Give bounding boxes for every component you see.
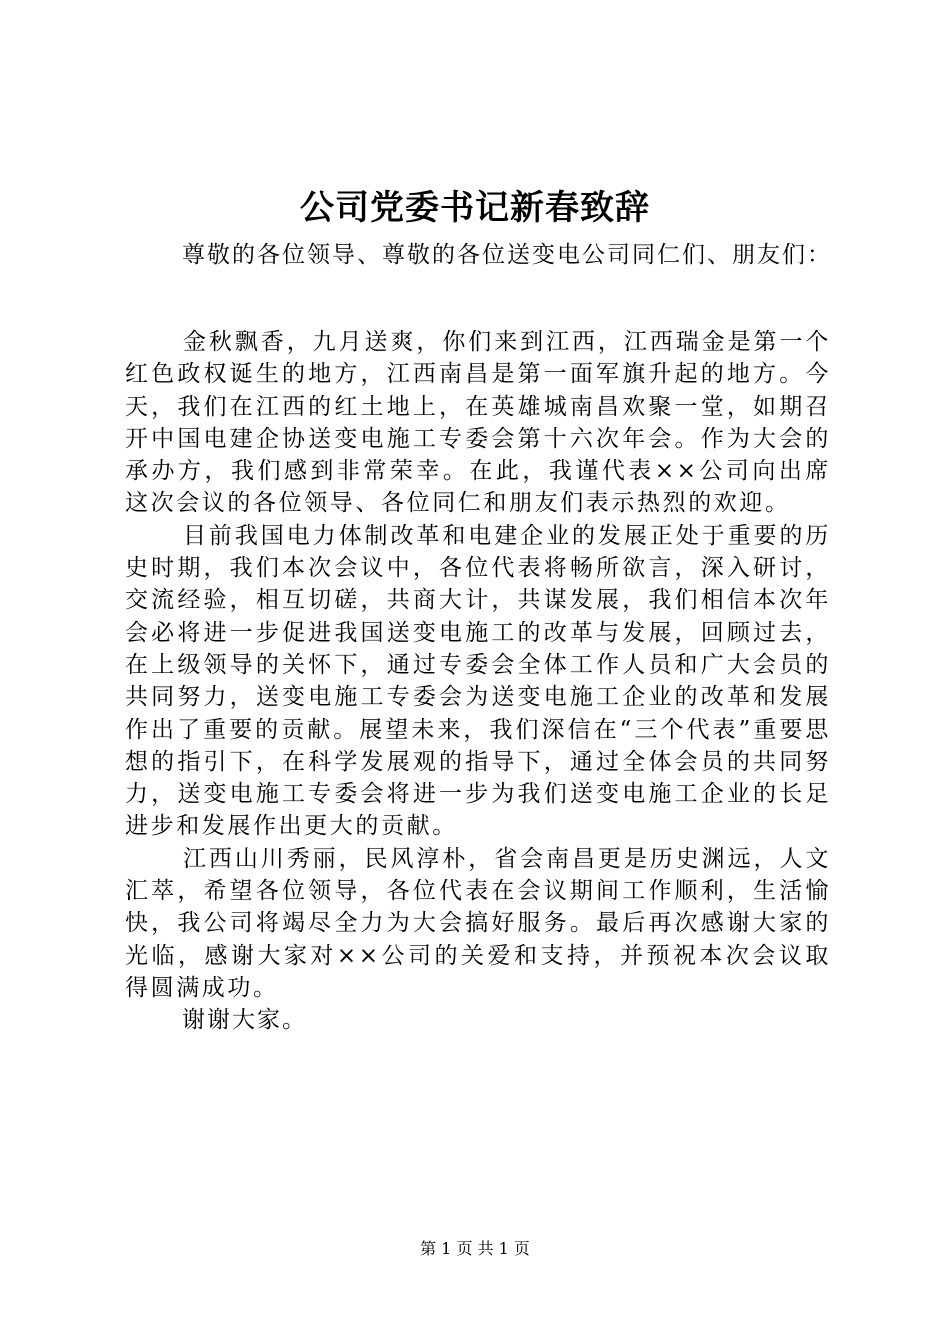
paragraph-welcome: 金秋飘香，九月送爽，你们来到江西，江西瑞金是第一个红色政权诞生的地方，江西南昌是第一面军旗升起的地方。今天，我们在江西的红土地上，在英雄城南昌欢聚一堂，如期召开中国电建企协送变电施工专委会第十六次年会。作为大会的承办方，我们感到非常荣幸。在此，我谨代表××公司向出席这次会议的各位领导、各位同仁和朋友们表示热烈的欢迎。 xyxy=(125,329,831,517)
paragraph-wishes: 江西山川秀丽，民风淳朴，省会南昌更是历史渊远，人文汇萃，希望各位领导，各位代表在会议期间工作顺利，生活愉快，我公司将竭尽全力为大会搞好服务。最后再次感谢大家的光临，感谢大家对××公司的关爱和支持，并预祝本次会议取得圆满成功。 xyxy=(125,845,831,1001)
salutation: 尊敬的各位领导、尊敬的各位送变电公司同仁们、朋友们： xyxy=(182,242,832,268)
closing-thanks: 谢谢大家。 xyxy=(182,1007,307,1034)
page-footer: 第 1 页 共 1 页 xyxy=(420,1239,530,1258)
document-title: 公司党委书记新春致辞 xyxy=(300,188,650,228)
paragraph-development: 目前我国电力体制改革和电建企业的发展正处于重要的历史时期，我们本次会议中，各位代表将畅所欲言，深入研讨，交流经验，相互切磋，共商大计，共谋发展，我们相信本次年会必将进一步促进我国送变电施工的改革与发展，回顾过去，在上级领导的关怀下，通过专委会全体工作人员和广大会员的共同努力，送变电施工专委会为送变电施工企业的改革和发展作出了重要的贡献。展望未来，我们深信在“三个代表”重要思想的指引下，在科学发展观的指导下，通过全体会员的共同努力，送变电施工专委会将进一步为我们送变电施工企业的长足进步和发展作出更大的贡献。 xyxy=(125,522,831,840)
document-body xyxy=(125,240,831,1037)
